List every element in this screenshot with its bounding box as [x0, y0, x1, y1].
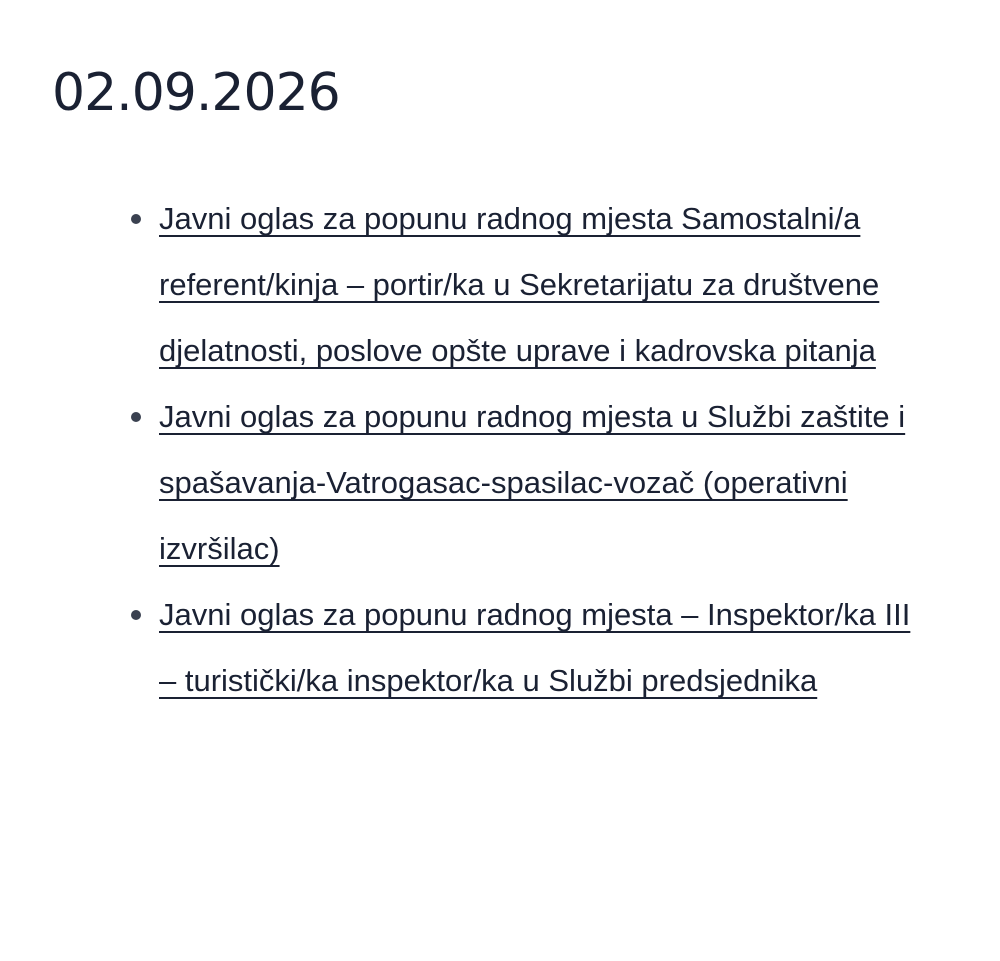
bullet-icon [131, 610, 141, 620]
list-item [130, 384, 920, 582]
list-item [130, 186, 920, 384]
announcement-list [130, 186, 920, 714]
announcement-link[interactable]: Javni oglas za popunu radnog mjesta Samostalni/a referent/kinja – portir/ka u Sekretarijatu za društvene djelatnosti, poslove opšte uprave i kadrovska pitanja [159, 201, 880, 368]
bullet-icon [131, 412, 141, 422]
bullet-icon [131, 214, 141, 224]
date-heading: 02.09.2026 [52, 63, 340, 123]
list-item [130, 582, 920, 714]
announcement-link[interactable]: Javni oglas za popunu radnog mjesta – Inspektor/ka III – turistički/ka inspektor/ka u Službi predsjednika [159, 597, 911, 698]
announcement-link[interactable]: Javni oglas za popunu radnog mjesta u Službi zaštite i spašavanja-Vatrogasac-spasilac-vozač (operativni izvršilac) [159, 399, 906, 566]
